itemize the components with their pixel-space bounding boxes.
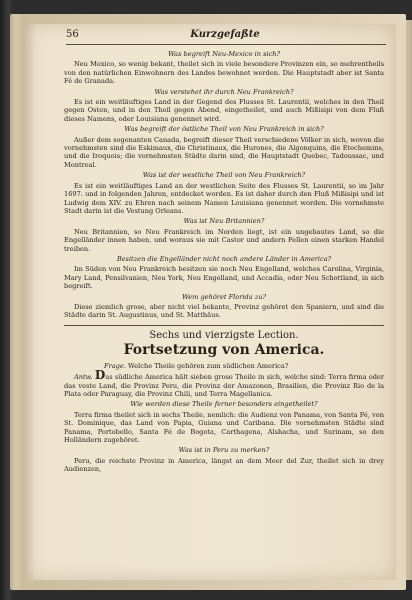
- page-body: [64, 48, 384, 475]
- running-head: Kurzgefaßte: [190, 29, 260, 40]
- paragraph: Neu Mexico, so wenig bekant, theilet sich in viele besondere Provinzen ein, so mehrentheils von den natürlichen Einwohnern des Landes bewohnet werden. Die Hauptstadt aber ist Santa Fé de Granada.: [64, 60, 384, 86]
- page-edge: [406, 20, 412, 580]
- lection-subtitle: Fortsetzung von America.: [123, 341, 325, 358]
- page-number: 56: [66, 29, 79, 40]
- text-blocks: [64, 50, 384, 320]
- section-separator: [64, 325, 384, 326]
- question-line: Was ist der westliche Theil von Neu Frankreich?: [142, 171, 306, 180]
- frage-label: Frage.: [104, 361, 126, 370]
- antwort-label: Antw.: [74, 373, 93, 382]
- question-line: Was verstehet ihr durch Neu Frankreich?: [154, 87, 294, 96]
- frage-text: Welche Theile gehören zum südlichen America?: [128, 361, 289, 370]
- question-line: Was ist Neu Britannien?: [183, 217, 265, 226]
- section-text-blocks: [64, 400, 384, 473]
- antwort-text: as südliche America hält sieben grose Theile in sich, welche sind: Terra firma oder das veste Land, die Provinz Peru, die Provinz der Amazonen, Brasilien, die Provinz Rio de la Plata oder Paraguay, die Provinz Chili, und Terra Magellanica.: [64, 373, 384, 398]
- paragraph: Terra firma theilet sich in sechs Theile, nemlich: die Audienz von Panama, von Santa Fé, von St. Dominique, das Land von Papia, Guiana und Caribana. Die vornehmsten Städte sind Panama, Portobello, Santa Fé de Bogota, Carthagena, Alshacha, und Surinam, so den Holländern zugehöret.: [64, 410, 384, 445]
- page-header: [66, 26, 384, 44]
- frage-line: [64, 362, 384, 370]
- question-line: Besitzen die Engelländer nicht noch andere Länder in America?: [116, 254, 332, 263]
- paragraph: Es ist ein weitläuftiges Land in der Gegend des Flusses St. Laurentii, welches in den Theil gegen Osten, und in den Theil gegen Abend, eingetheilet, und auch Mißisipi von dem Fluß dieses Namens, oder Louisiana genennet wird.: [64, 98, 384, 123]
- paragraph: Neu Britannien, so Neu Frankreich im Norden liegt, ist ein ungebautes Land, so die Engelländer innen haben, und woraus sie mit Castor und andern Fellen einen starken Handel treiben.: [64, 227, 384, 253]
- paragraph: Es ist ein weitläuftiges Land an der westlichen Seite des Flusses St. Laurentii, so im Jahr 1697. und in folgenden Jahren, entdecket worden. Es ist daher durch den Fluß Mißisipi und ist Ludwig dem XIV. zu Ehren nach seinem Namen Louisiana genennet worden. Die vornehmste Stadt darin ist die Vestung Orleans.: [64, 181, 384, 215]
- question-line: Wie werden diese Theile ferner besonders eingetheilet?: [130, 400, 318, 409]
- lection-title: Sechs und vierzigste Lection.: [149, 329, 299, 341]
- question-line: Was begreift Neu-Mexico in sich?: [167, 50, 281, 58]
- header-rule: [66, 44, 386, 45]
- paragraph: Im Süden von Neu Frankreich besitzen sie noch Neu Engelland, welches Carolina, Virginia, Mary Land, Pensilvanien, Neu York, Neu Engelland, und Accadia, oder Neu Schottland, in sich begreift.: [64, 265, 384, 291]
- question-line: Was ist in Peru zu merken?: [178, 446, 270, 455]
- question-line: Wem gehöret Florida zu?: [181, 292, 267, 301]
- antwort-dropcap: D: [94, 368, 106, 383]
- antwort-paragraph: [64, 368, 384, 398]
- paragraph: Peru, die reichste Provinz in America, längst an dem Meer del Zur, theilet sich in drey Audienzen,: [64, 456, 384, 474]
- paragraph: Außer dem sogenanten Canada, begreift dieser Theil verschiedene Völker in sich, wovon die vornehmsten sind die Eskimaux, die Christinaux, die Hurones, die Algonquins, die Etechemins, und die Iroquois; die vornehmsten Städte darin sind, die Hauptstadt Quebec, Tadoussac, und Montreal.: [64, 135, 384, 169]
- question-line: Was begreift der östliche Theil von Neu Frankreich in sich?: [124, 125, 324, 134]
- book-page: [26, 24, 396, 580]
- paragraph: Diese ziemlich grose, aber nicht viel bekante, Provinz gehöret den Spaniern, und sind die Städte darin St. Augustinus, und St. Matthäus.: [64, 302, 384, 320]
